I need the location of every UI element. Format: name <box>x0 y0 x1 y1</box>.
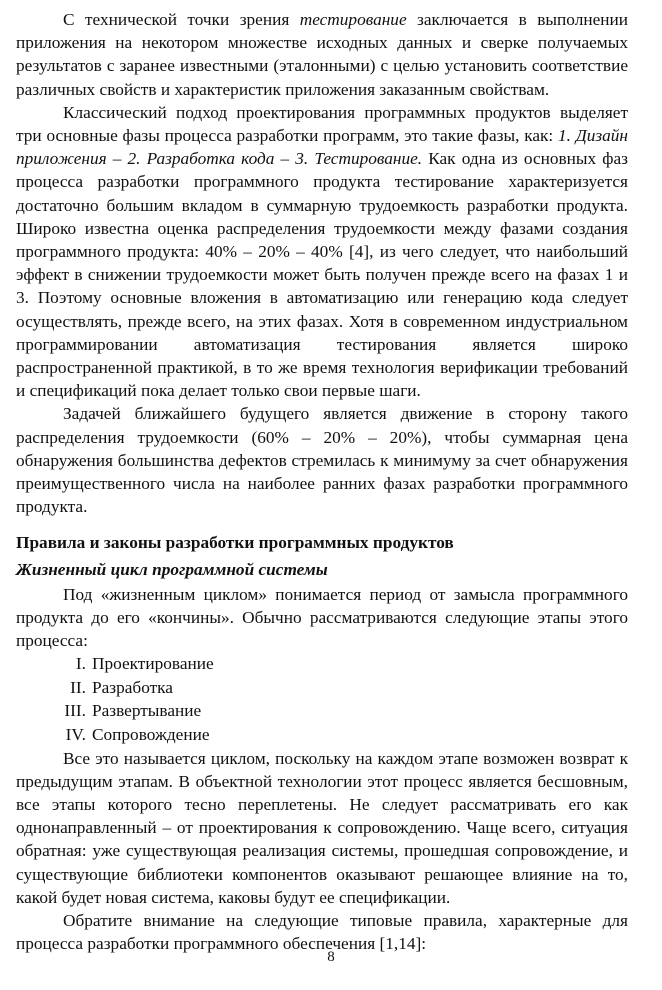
paragraph-future-task: Задачей ближайшего будущего является движение в сторону такого распределения трудоемкости (60% – 20% – 20%), чтобы суммарная цена обнаружения большинства дефектов стремилась к минимуму за счет обнаружения преимущественного числа на наиболее ранних фазах разработки программного продукта. <box>16 404 628 517</box>
paragraph-cycle-explanation: Все это называется циклом, поскольку на каждом этапе возможен возврат к предыдущим этапам. В объектной технологии этот процесс является бесшовным, все этапы которого тесно переплетены. Не следует рассматривать его как однонаправленный – от проектирования к сопровождению. Чаще всего, ситуация обратная: уже существующая реализация системы, прошедшая сопровождение, и существующие библиотеки компонентов оказывают решающее влияние на то, какой будет новая система, каковы будут ее спецификации. <box>16 748 628 907</box>
document-page <box>16 8 628 955</box>
term-testing: тестирование <box>299 10 407 29</box>
list-item-number: IV. <box>65 725 86 745</box>
list-item-label: Развертывание <box>92 701 202 721</box>
paragraph-2-text-before: Классический подход проектирования программных продуктов выделяет три основные фазы процесса разработки программ, это такие фазы, как: <box>16 102 628 146</box>
phases-list-inline: 1. Дизайн приложения – 2. Разработка кода – 3. Тестирование. <box>16 126 628 169</box>
paragraph-1-text-after: заключается в выполнении приложения на некотором множестве исходных данных и сверке получаемых результатов с заранее известными (эталонными) с целью установить соответствие различных свойств и характеристик приложения заказанным свойствам. <box>16 10 628 99</box>
list-item <box>16 699 628 723</box>
list-item <box>16 652 628 676</box>
list-item-label: Проектирование <box>92 654 214 674</box>
lifecycle-stages-list <box>16 652 628 746</box>
list-item-number: I. <box>75 654 86 674</box>
paragraph-lifecycle-intro: Под «жизненным циклом» понимается период от замысла программного продукта до его «кончины». Обычно рассматриваются следующие этапы этого процесса: <box>16 584 628 651</box>
subsection-heading: Жизненный цикл программной системы <box>16 559 328 579</box>
list-item <box>16 676 628 700</box>
list-item <box>16 723 628 747</box>
paragraph-classic-approach <box>16 101 628 403</box>
paragraph-2-text-after: Как одна из основных фаз процесса разработки программного продукта тестирование характеризуется достаточно большим вкладом в суммарную трудоемкость разработки продукта. Широко известна оценка распределения трудоемкости между фазами создания программного продукта: 40% – 20% – 40% [4], из чего следует, что наибольший эффект в снижении трудоемкости может быть получен прежде всего на фазах 1 и 3. Поэтому основные вложения в автоматизацию или генерацию кода следует осуществлять, прежде всего, на этих фазах. Хотя в современном индустриальном программировании автоматизация тестирования является широко распространенной практикой, в то же время технология верификации требований и спецификаций пока делает только свои первые шаги. <box>16 149 628 401</box>
paragraph-1-text-before: С технической точки зрения <box>63 10 300 29</box>
list-item-label: Сопровождение <box>92 725 210 745</box>
paragraph-typical-rules: Обратите внимание на следующие типовые правила, характерные для процесса разработки программного обеспечения [1,14]: <box>16 911 628 954</box>
paragraph-testing-definition <box>16 8 628 101</box>
page-number: 8 <box>327 949 335 965</box>
list-item-number: III. <box>64 701 86 721</box>
list-item-number: II. <box>70 677 86 697</box>
section-heading: Правила и законы разработки программных продуктов <box>16 533 454 553</box>
list-item-label: Разработка <box>92 677 173 697</box>
